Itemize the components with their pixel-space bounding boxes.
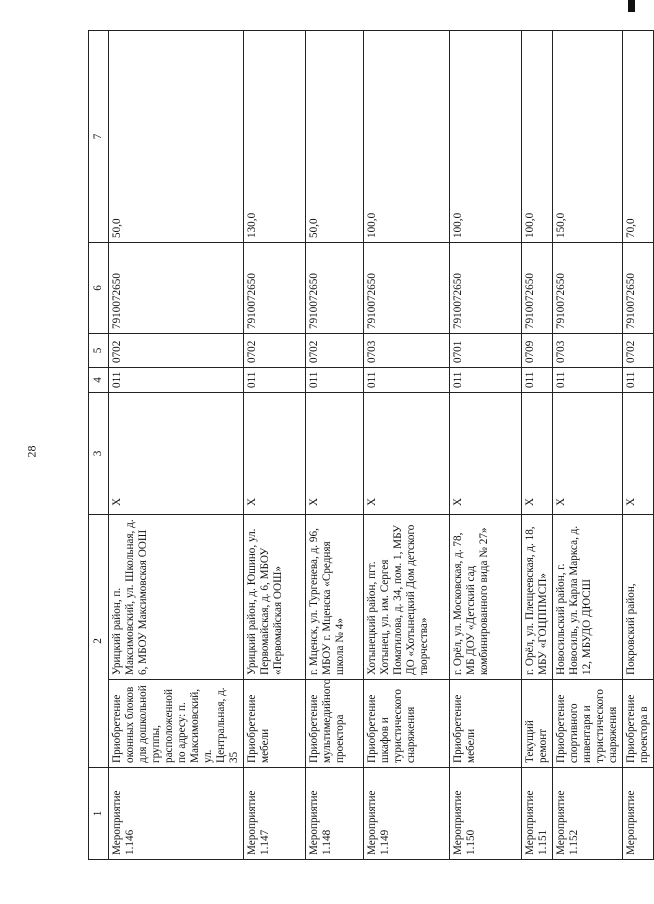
col4-code-cell: 011: [306, 368, 364, 393]
col7-amount-cell: 100,0: [364, 31, 450, 243]
address-cell: Новосильский район, г. Новосиль, ул. Карла Маркса, д. 12, МБУДО ДЮСШ: [553, 515, 623, 680]
address-cell: г. Мценск, ул. Тургенева, д. 96, МБОУ г. Мценска «Средняя школа № 4»: [306, 515, 364, 680]
address-cell: г. Орёл, ул. Плещеевская, д. 18, МБУ «ГОЦППМСП»: [522, 515, 553, 680]
table-row: [522, 31, 553, 860]
col3-x-cell: Х: [244, 393, 306, 515]
col7-amount-cell: 70,0: [623, 31, 654, 243]
measure-name-cell: Текущий ремонт: [522, 680, 553, 768]
rotated-table-container: [88, 31, 650, 860]
measure-id-cell: Мероприятие 1.151: [522, 768, 553, 860]
col-header-1: 1: [89, 768, 109, 860]
measure-name-cell: Приобретение оконных блоков для дошкольной группы, расположенной по адресу: п. Максимовский, ул. Центральная, д. 35: [109, 680, 244, 768]
measure-id-cell: Мероприятие 1.149: [364, 768, 450, 860]
table-row: [450, 31, 522, 860]
col5-code-cell: 0702: [109, 334, 244, 368]
col4-code-cell: 011: [553, 368, 623, 393]
col6-code-cell: 7910072650: [109, 243, 244, 334]
column-number-row: [89, 31, 109, 860]
col7-amount-cell: 130,0: [244, 31, 306, 243]
col-header-7: 7: [89, 31, 109, 243]
col3-x-cell: Х: [306, 393, 364, 515]
corner-mark: [628, 0, 635, 12]
table-row: [364, 31, 450, 860]
col-header-6: 6: [89, 243, 109, 334]
address-cell: Покровский район,: [623, 515, 654, 680]
col-header-2: 2: [89, 515, 109, 768]
col7-amount-cell: 150,0: [553, 31, 623, 243]
col4-code-cell: 011: [623, 368, 654, 393]
table-row: [306, 31, 364, 860]
col7-amount-cell: 50,0: [306, 31, 364, 243]
col5-code-cell: 0701: [450, 334, 522, 368]
col7-amount-cell: 100,0: [450, 31, 522, 243]
col6-code-cell: 7910072650: [306, 243, 364, 334]
col3-x-cell: Х: [450, 393, 522, 515]
measures-table: [88, 30, 654, 860]
address-cell: г. Орёл, ул. Московская, д. 78, МБ ДОУ «Детский сад комбинированного вида № 27»: [450, 515, 522, 680]
table-row: [553, 31, 623, 860]
measure-id-cell: Мероприятие 1.152: [553, 768, 623, 860]
measure-id-cell: Мероприятие 1.147: [244, 768, 306, 860]
col4-code-cell: 011: [109, 368, 244, 393]
col6-code-cell: 7910072650: [450, 243, 522, 334]
measure-name-cell: Приобретение шкафов и туристического снаряжения: [364, 680, 450, 768]
col5-code-cell: 0702: [306, 334, 364, 368]
col5-code-cell: 0703: [364, 334, 450, 368]
measure-id-cell: Мероприятие 1.146: [109, 768, 244, 860]
col3-x-cell: Х: [109, 393, 244, 515]
measure-name-cell: Приобретение проектора в: [623, 680, 654, 768]
address-cell: Урицкий район, д. Юшино, ул. Первомайская, д. 6, МБОУ «Первомайская ООШ»: [244, 515, 306, 680]
measure-id-cell: Мероприятие: [623, 768, 654, 860]
col5-code-cell: 0702: [623, 334, 654, 368]
table-row: [109, 31, 244, 860]
col4-code-cell: 011: [244, 368, 306, 393]
col4-code-cell: 011: [522, 368, 553, 393]
table-row: [623, 31, 654, 860]
col-header-5: 5: [89, 334, 109, 368]
col7-amount-cell: 100,0: [522, 31, 553, 243]
col6-code-cell: 7910072650: [623, 243, 654, 334]
measure-id-cell: Мероприятие 1.150: [450, 768, 522, 860]
measure-id-cell: Мероприятие 1.148: [306, 768, 364, 860]
measure-name-cell: Приобретение мебели: [244, 680, 306, 768]
col5-code-cell: 0703: [553, 334, 623, 368]
col6-code-cell: 7910072650: [244, 243, 306, 334]
measure-name-cell: Приобретение мультимедийного проектора: [306, 680, 364, 768]
col5-code-cell: 0702: [244, 334, 306, 368]
col4-code-cell: 011: [364, 368, 450, 393]
col-header-3: 3: [89, 393, 109, 515]
col3-x-cell: Х: [522, 393, 553, 515]
col5-code-cell: 0709: [522, 334, 553, 368]
col6-code-cell: 7910072650: [364, 243, 450, 334]
col3-x-cell: Х: [364, 393, 450, 515]
measure-name-cell: Приобретение спортивного инвентаря и туристического снаряжения: [553, 680, 623, 768]
col4-code-cell: 011: [450, 368, 522, 393]
col6-code-cell: 7910072650: [553, 243, 623, 334]
page-number: 28: [24, 445, 39, 458]
col3-x-cell: Х: [553, 393, 623, 515]
col7-amount-cell: 50,0: [109, 31, 244, 243]
address-cell: Урицкий район, п. Максимовский, ул. Школьная, д. 6, МБОУ Максимовская ООШ: [109, 515, 244, 680]
measure-name-cell: Приобретение мебели: [450, 680, 522, 768]
address-cell: Хотынецкий район, пгт. Хотынец, ул. им. Сергея Поматилова, д. 34, пом. 1, МБУ ДО «Хотынецкий Дом детского творчества»: [364, 515, 450, 680]
col3-x-cell: Х: [623, 393, 654, 515]
col-header-4: 4: [89, 368, 109, 393]
table-row: [244, 31, 306, 860]
col6-code-cell: 7910072650: [522, 243, 553, 334]
